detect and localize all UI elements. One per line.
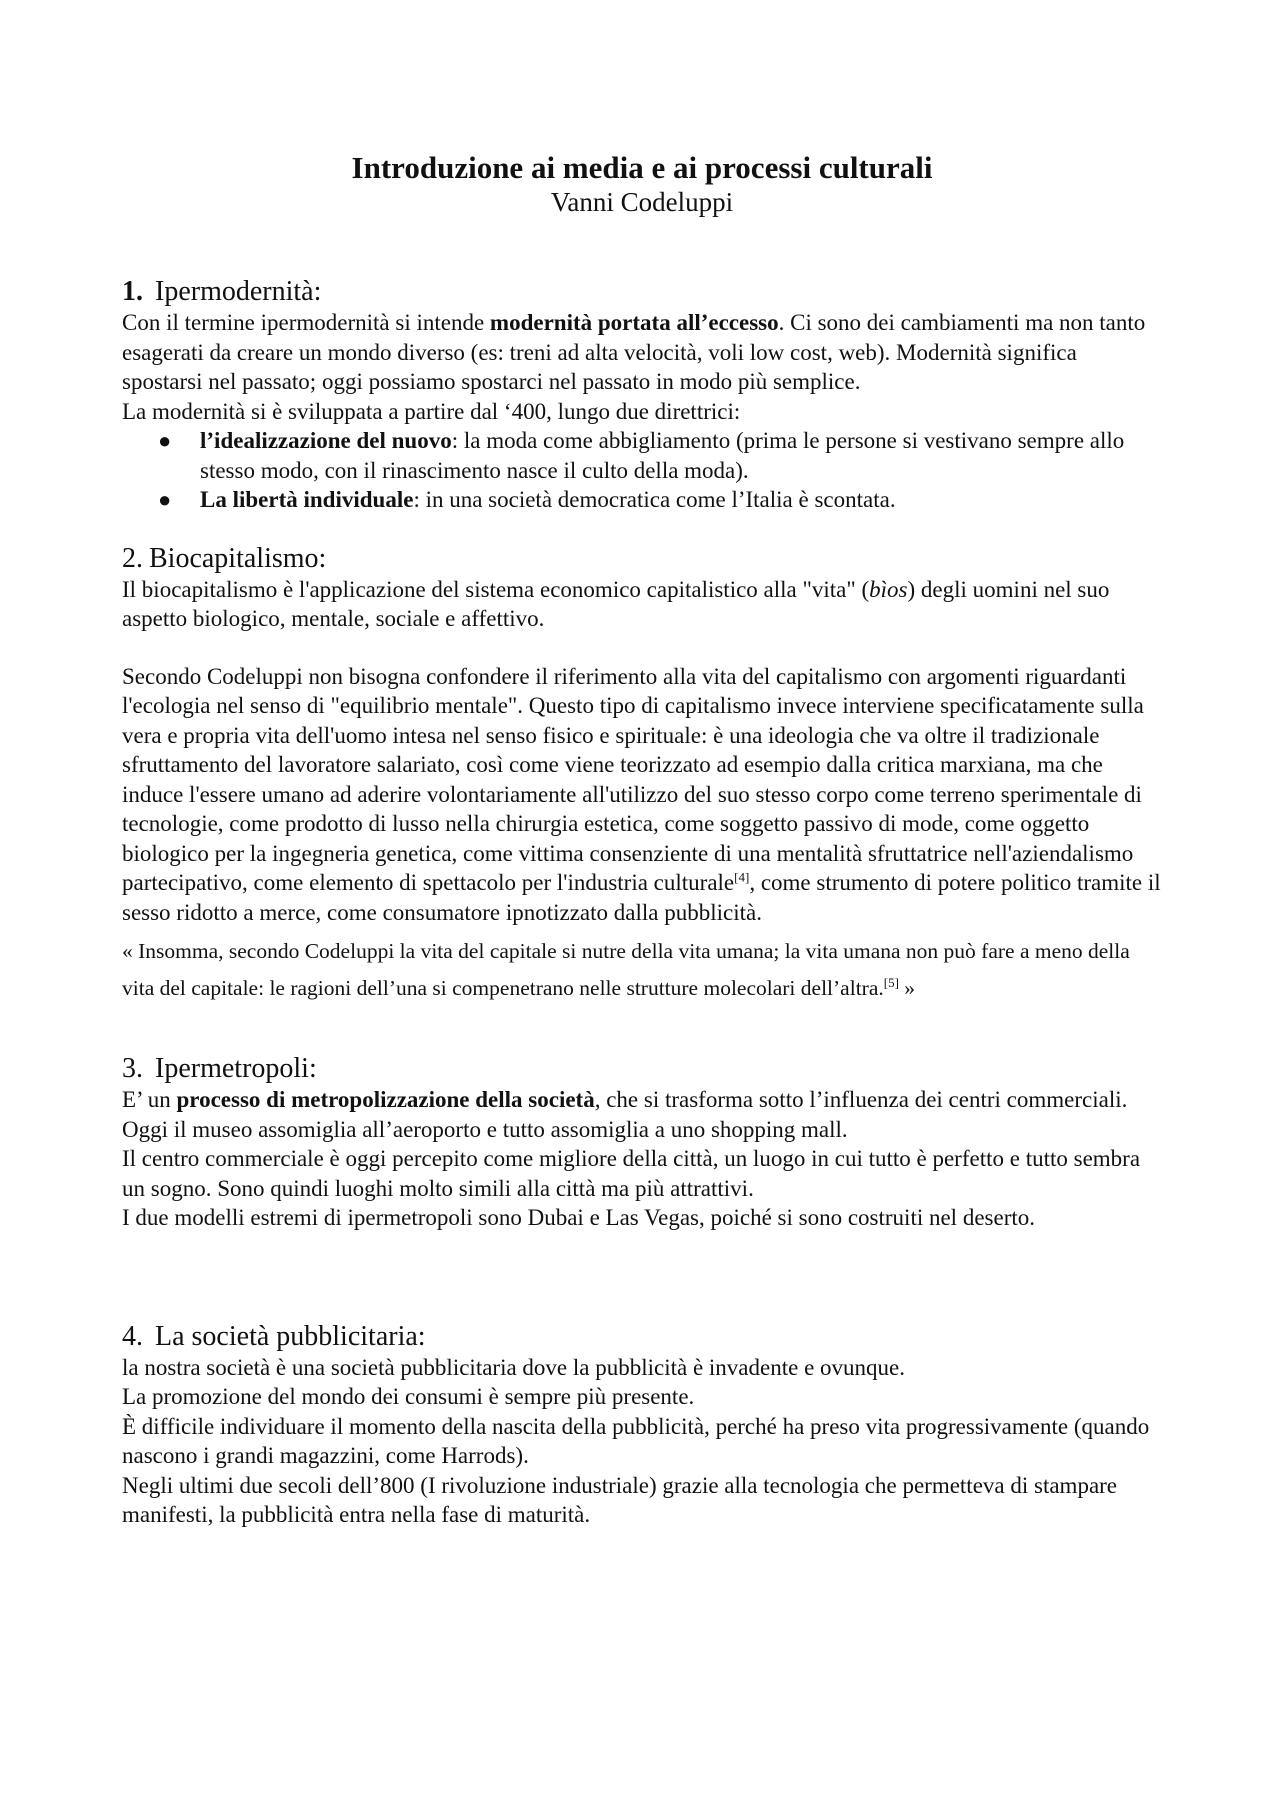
paragraph <box>122 1085 1162 1144</box>
quote <box>122 933 1162 1007</box>
text-run: , come strumento di potere politico tramite il sesso ridotto a merce, come consumatore ipnotizzato dalla pubblicità. <box>122 870 1161 925</box>
paragraph <box>122 662 1162 928</box>
bullet-icon: ● <box>158 487 172 512</box>
text-run: « Insomma, secondo Codeluppi la vita del capitale si nutre della vita umana; la vita umana non può fare a meno della vita del capitale: le ragioni dell’una si compenetrano nelle strutture molecolari dell’altra. <box>122 939 1130 1000</box>
section-heading <box>122 1053 1162 1085</box>
section-heading <box>122 1321 1162 1353</box>
document-page <box>122 150 1162 1530</box>
document-title: Introduzione ai media e ai processi culturali <box>351 150 933 185</box>
section-number: 3. <box>122 1053 143 1084</box>
section-societa-pubblicitaria <box>122 1321 1162 1530</box>
section-number: 2. <box>122 542 143 574</box>
text-run: . Ci sono dei cambiamenti ma non tanto esagerati da creare un mondo diverso (es: treni ad alta velocità, voli low cost, web). Modernità significa spostarsi nel passato; oggi possiamo spostarci nel passato in modo più semplice. <box>122 310 1146 394</box>
paragraph: La promozione del mondo dei consumi è sempre più presente. <box>122 1384 695 1409</box>
paragraph <box>122 308 1162 397</box>
text-run: Il biocapitalismo è l'applicazione del sistema economico capitalistico alla "vita" ( <box>122 576 870 602</box>
paragraph: I due modelli estremi di ipermetropoli sono Dubai e Las Vegas, poiché si sono costruiti nel deserto. <box>122 1205 1035 1230</box>
bold-term: modernità portata all’eccesso <box>489 310 779 335</box>
section-ipermodernita <box>122 276 1162 515</box>
section-heading <box>122 543 1162 575</box>
text-run: E’ un <box>122 1087 177 1112</box>
section-title: La società pubblicitaria: <box>155 1320 426 1352</box>
section-biocapitalismo <box>122 543 1162 1008</box>
section-title: Biocapitalismo: <box>149 542 327 574</box>
footnote-ref[interactable]: [5] <box>883 974 899 990</box>
section-number: 4. <box>122 1320 143 1352</box>
footnote-ref[interactable]: [4] <box>734 869 750 885</box>
paragraph: Negli ultimi due secoli dell’800 (I rivoluzione industriale) grazie alla tecnologia che permetteva di stampare manifesti, la pubblicità entra nella fase di maturità. <box>122 1472 1118 1527</box>
text-run: » <box>898 976 916 1000</box>
paragraph: Il centro commerciale è oggi percepito come migliore della città, un luogo in cui tutto è perfetto e tutto sembra un sogno. Sono quindi luoghi molto simili alla città ma più attrattivi. <box>122 1146 1141 1201</box>
section-number: 1. <box>122 276 143 307</box>
bullet-icon: ● <box>158 428 172 453</box>
paragraph <box>122 575 1162 634</box>
paragraph: La modernità si è sviluppata a partire dal ‘400, lungo due direttrici: <box>122 398 741 424</box>
text-run: Con il termine ipermodernità si intende <box>122 310 490 335</box>
section-ipermetropoli <box>122 1053 1162 1233</box>
section-title: Ipermetropoli: <box>155 1053 317 1084</box>
text-run: Secondo Codeluppi non bisogna confondere il riferimento alla vita del capitalismo con argomenti riguardanti l'ecologia nel senso di "equilibrio mentale". Questo tipo di capitalismo invece interviene specificatamente sulla vera e propria vita dell'uomo intesa nel senso fisico e spirituale: è una ideologia che va oltre il tradizionale sfruttamento del lavoratore salariato, così come viene teorizzato ad esempio dalla critica marxiana, ma che induce l'essere umano ad aderire volontariamente all'utilizzo del suo stesso corpo come terreno sperimentale di tecnologie, come prodotto di lusso nella chirurgia estetica, come soggetto passivo di mode, come oggetto biologico per la ingegneria genetica, come vittima consenziente di una mentalità sfruttatrice nell'aziendalismo partecipativo, come elemento di spettacolo per l'industria culturale <box>122 663 1144 895</box>
section-title: Ipermodernità: <box>155 276 322 307</box>
section-heading <box>122 276 1162 308</box>
document-author: Vanni Codeluppi <box>550 187 734 217</box>
text-run: , che si trasforma sotto l’influenza dei centri commerciali. Oggi il museo assomiglia all’aeroporto e tutto assomiglia a uno shopping mall. <box>122 1087 1128 1142</box>
bold-term: processo di metropolizzazione della società <box>176 1087 595 1112</box>
bullet-list <box>122 426 1162 515</box>
bold-term: l’idealizzazione del nuovo <box>200 428 452 453</box>
list-item <box>158 485 1162 515</box>
list-item <box>158 426 1162 485</box>
text-run: : in una società democratica come l’Italia è scontata. <box>413 487 896 512</box>
paragraph: la nostra società è una società pubblicitaria dove la pubblicità è invadente e ovunque. <box>122 1354 905 1380</box>
text-run: : la moda come abbigliamento (prima le persone si vestivano sempre allo stesso modo, con il rinascimento nasce il culto della moda). <box>200 428 1125 483</box>
text-run: ) degli uomini nel suo aspetto biologico, mentale, sociale e affettivo. <box>122 576 1110 631</box>
paragraph: È difficile individuare il momento della nascita della pubblicità, perché ha preso vita progressivamente (quando nascono i grandi magazzini, come Harrods). <box>122 1413 1150 1468</box>
bold-term: La libertà individuale <box>200 487 414 512</box>
italic-term: bìos <box>869 576 908 602</box>
